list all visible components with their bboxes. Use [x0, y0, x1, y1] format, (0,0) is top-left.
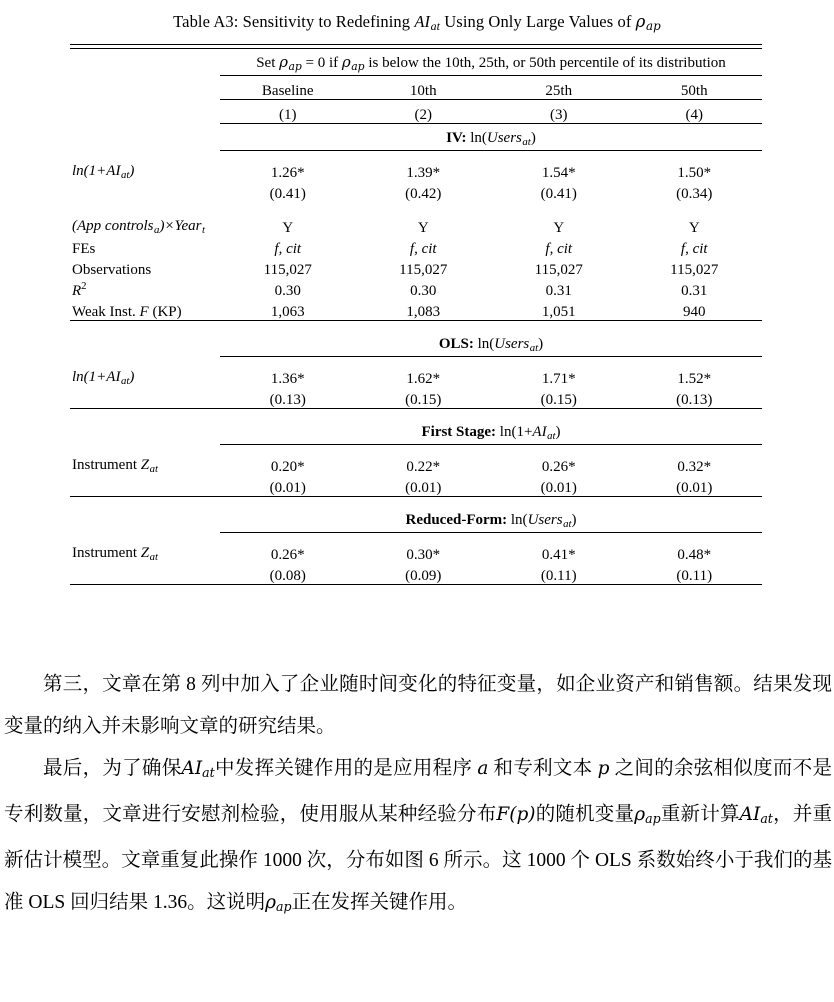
- cell-value: Y: [417, 219, 429, 236]
- cell-value: 0.48*: [677, 546, 712, 563]
- table-title-math-rho: $\rho_{ap}$: [635, 12, 661, 33]
- column-header-10th: 10th: [409, 82, 437, 99]
- inline-math: F(p): [496, 804, 536, 826]
- spacer-cell: [70, 100, 220, 124]
- cell-value: 1.71*: [541, 370, 576, 387]
- cell-value: Y: [553, 219, 565, 236]
- cell-se: (0.01): [405, 479, 442, 496]
- column-number-4: (4): [685, 106, 703, 123]
- inline-text: 之间的余弦相似度而不是专利数量，文章进行安慰剂检验，使用服从某种经验分布: [4, 758, 832, 826]
- table-row: [70, 299, 762, 321]
- spacer-row: [70, 202, 762, 215]
- cell-value: 1.50*: [677, 164, 712, 181]
- cell-value: 1.26*: [270, 164, 305, 181]
- cell-se: (0.34): [676, 185, 713, 202]
- column-number-3: (3): [550, 106, 568, 123]
- section-header-ols: [70, 330, 762, 357]
- cell-value: 0.20*: [270, 458, 305, 475]
- inline-text: 和专利文本: [488, 758, 598, 779]
- table-row: [70, 160, 762, 181]
- cell-se: (0.08): [269, 567, 306, 584]
- section-header-ols-text: OLS: ln(Users$_{at}$): [438, 336, 544, 355]
- table-title-prefix: Table A3: Sensitivity to Redefining: [173, 12, 415, 31]
- cell-se: (0.11): [540, 567, 577, 584]
- results-table: [70, 44, 762, 585]
- table-title: [0, 0, 834, 44]
- cell-value: 0.30: [274, 282, 301, 299]
- table-row: [70, 366, 762, 387]
- cell-value: f, cit: [545, 240, 573, 257]
- column-header-25th: 25th: [545, 82, 573, 99]
- inline-text: 中发挥关键作用的是应用程序: [214, 758, 478, 779]
- cell-value: f, cit: [680, 240, 708, 257]
- cell-value: 115,027: [399, 261, 448, 278]
- cell-se: (0.13): [269, 391, 306, 408]
- inline-math: $\rho_{ap}$: [265, 892, 292, 915]
- spacer-cell: [70, 76, 220, 100]
- table-row: [70, 563, 762, 585]
- spacer-row: [70, 357, 762, 366]
- cell-value: f, cit: [274, 240, 302, 257]
- cell-se: (0.11): [676, 567, 713, 584]
- cell-value: 1.39*: [406, 164, 441, 181]
- spacer-cell: [70, 48, 220, 75]
- inline-text: 最后，为了确保: [43, 758, 182, 779]
- row-label-r-squared: $R^2$: [72, 280, 87, 299]
- cell-se: (0.01): [269, 479, 306, 496]
- spacer-row: [70, 497, 762, 506]
- paragraph-1-text: 第三，文章在第 8 列中加入了企业随时间变化的特征变量，如企业资产和销售额。结果发现变量的纳入并未影响文章的研究结果。: [4, 674, 832, 737]
- column-header-50th: 50th: [680, 82, 708, 99]
- row-label-instrument-z-fs: Instrument $Z_{at}$: [72, 457, 158, 476]
- table-row: [70, 542, 762, 563]
- cell-value: 0.31: [545, 282, 572, 299]
- table-row: [70, 278, 762, 299]
- table-row: [70, 454, 762, 475]
- spacer-row: [70, 533, 762, 542]
- cell-se: (0.41): [269, 185, 306, 202]
- cell-value: Y: [282, 219, 294, 236]
- column-number-1: (1): [279, 106, 297, 123]
- row-label-app-controls: (App controls$_a$)×Year$_t$: [72, 218, 206, 237]
- spacer-row: [70, 321, 762, 330]
- row-label-fes: FEs: [72, 240, 96, 257]
- inline-text: 的随机变量: [535, 804, 635, 826]
- inline-text: 重新计算: [660, 804, 740, 826]
- table-row: [70, 236, 762, 257]
- inline-text: ，并重新估计模型。文章重复此操作 1000 次，分布如图 6 所示。这 1000 个 OLS 系数始终小于我们的基准 OLS 回归结果 1.36。这说明: [4, 804, 832, 914]
- spacer-row: [70, 151, 762, 160]
- cell-se: (0.13): [676, 391, 713, 408]
- row-label-observations: Observations: [72, 261, 152, 278]
- column-number-2: (2): [414, 106, 432, 123]
- row-label-ln-ai-iv: $\ln(1+AI_{at})$: [72, 163, 135, 182]
- cell-value: 0.26*: [270, 546, 305, 563]
- cell-value: Y: [688, 219, 700, 236]
- section-header-first-stage-text: First Stage: $\ln(1+AI_{at})$: [421, 424, 561, 443]
- table-title-middle: Using Only Large Values of: [440, 12, 636, 31]
- table-row: [70, 387, 762, 409]
- cell-se: (0.01): [676, 479, 713, 496]
- cell-value: 1.62*: [406, 370, 441, 387]
- cell-se: (0.01): [540, 479, 577, 496]
- cell-value: 0.26*: [541, 458, 576, 475]
- cell-se: (0.15): [405, 391, 442, 408]
- row-label-ln-ai-ols: $\ln(1+AI_{at})$: [72, 369, 135, 388]
- section-header-iv: [70, 124, 762, 151]
- cell-value: 0.41*: [541, 546, 576, 563]
- cell-value: 115,027: [534, 261, 583, 278]
- inline-math: $AI_{at}$: [181, 758, 215, 781]
- cell-value: 0.22*: [406, 458, 441, 475]
- cell-value: 0.31: [681, 282, 708, 299]
- spacer-row: [70, 445, 762, 454]
- cell-value: 115,027: [670, 261, 719, 278]
- cell-se: (0.09): [405, 567, 442, 584]
- inline-math: $AI_{at}$: [739, 804, 773, 827]
- cell-value: f, cit: [409, 240, 437, 257]
- section-header-reduced-form-text: Reduced-Form: ln(Users$_{at}$): [405, 512, 577, 531]
- spanning-header-row: [70, 48, 762, 75]
- column-header-baseline: Baseline: [261, 82, 314, 99]
- table-title-math-ai: $AI_{at}$: [414, 12, 441, 33]
- cell-se: (0.41): [540, 185, 577, 202]
- body-text: [4, 664, 832, 928]
- cell-value: 1,083: [406, 303, 441, 320]
- paragraph-1: [4, 664, 832, 748]
- paragraph-2: [4, 748, 832, 928]
- section-header-first-stage: [70, 418, 762, 445]
- column-header-row: [70, 76, 762, 100]
- row-label-weak-inst-f: Weak Inst. F (KP): [72, 303, 182, 320]
- section-header-reduced-form: [70, 506, 762, 533]
- cell-se: (0.42): [405, 185, 442, 202]
- inline-text: 正在发挥关键作用。: [291, 892, 468, 914]
- cell-value: 940: [683, 303, 706, 320]
- cell-value: 0.32*: [677, 458, 712, 475]
- inline-math: p: [597, 758, 610, 779]
- cell-value: 0.30*: [406, 546, 441, 563]
- table-row: [70, 475, 762, 497]
- cell-se: (0.15): [540, 391, 577, 408]
- cell-value: 1,051: [541, 303, 576, 320]
- cell-value: 115,027: [263, 261, 312, 278]
- table-row: [70, 257, 762, 278]
- cell-value: 1.36*: [270, 370, 305, 387]
- inline-math: $\rho_{ap}$: [634, 804, 661, 827]
- inline-math: a: [477, 758, 489, 779]
- table-bottom-rule: [70, 584, 762, 585]
- table-row: [70, 181, 762, 202]
- row-label-instrument-z-rf: Instrument $Z_{at}$: [72, 545, 158, 564]
- section-header-iv-text: IV: ln(Users$_{at}$): [446, 130, 536, 149]
- column-number-row: [70, 100, 762, 124]
- cell-value: 1.52*: [677, 370, 712, 387]
- table-row: [70, 215, 762, 236]
- spacer-row: [70, 409, 762, 418]
- cell-value: 1.54*: [541, 164, 576, 181]
- cell-value: 1,063: [270, 303, 305, 320]
- cell-value: 0.30: [410, 282, 437, 299]
- spanning-header-text: Set $\rho_{ap} = 0$ if $\rho_{ap}$ is below the 10th, 25th, or 50th percentile of its distribution: [256, 53, 726, 74]
